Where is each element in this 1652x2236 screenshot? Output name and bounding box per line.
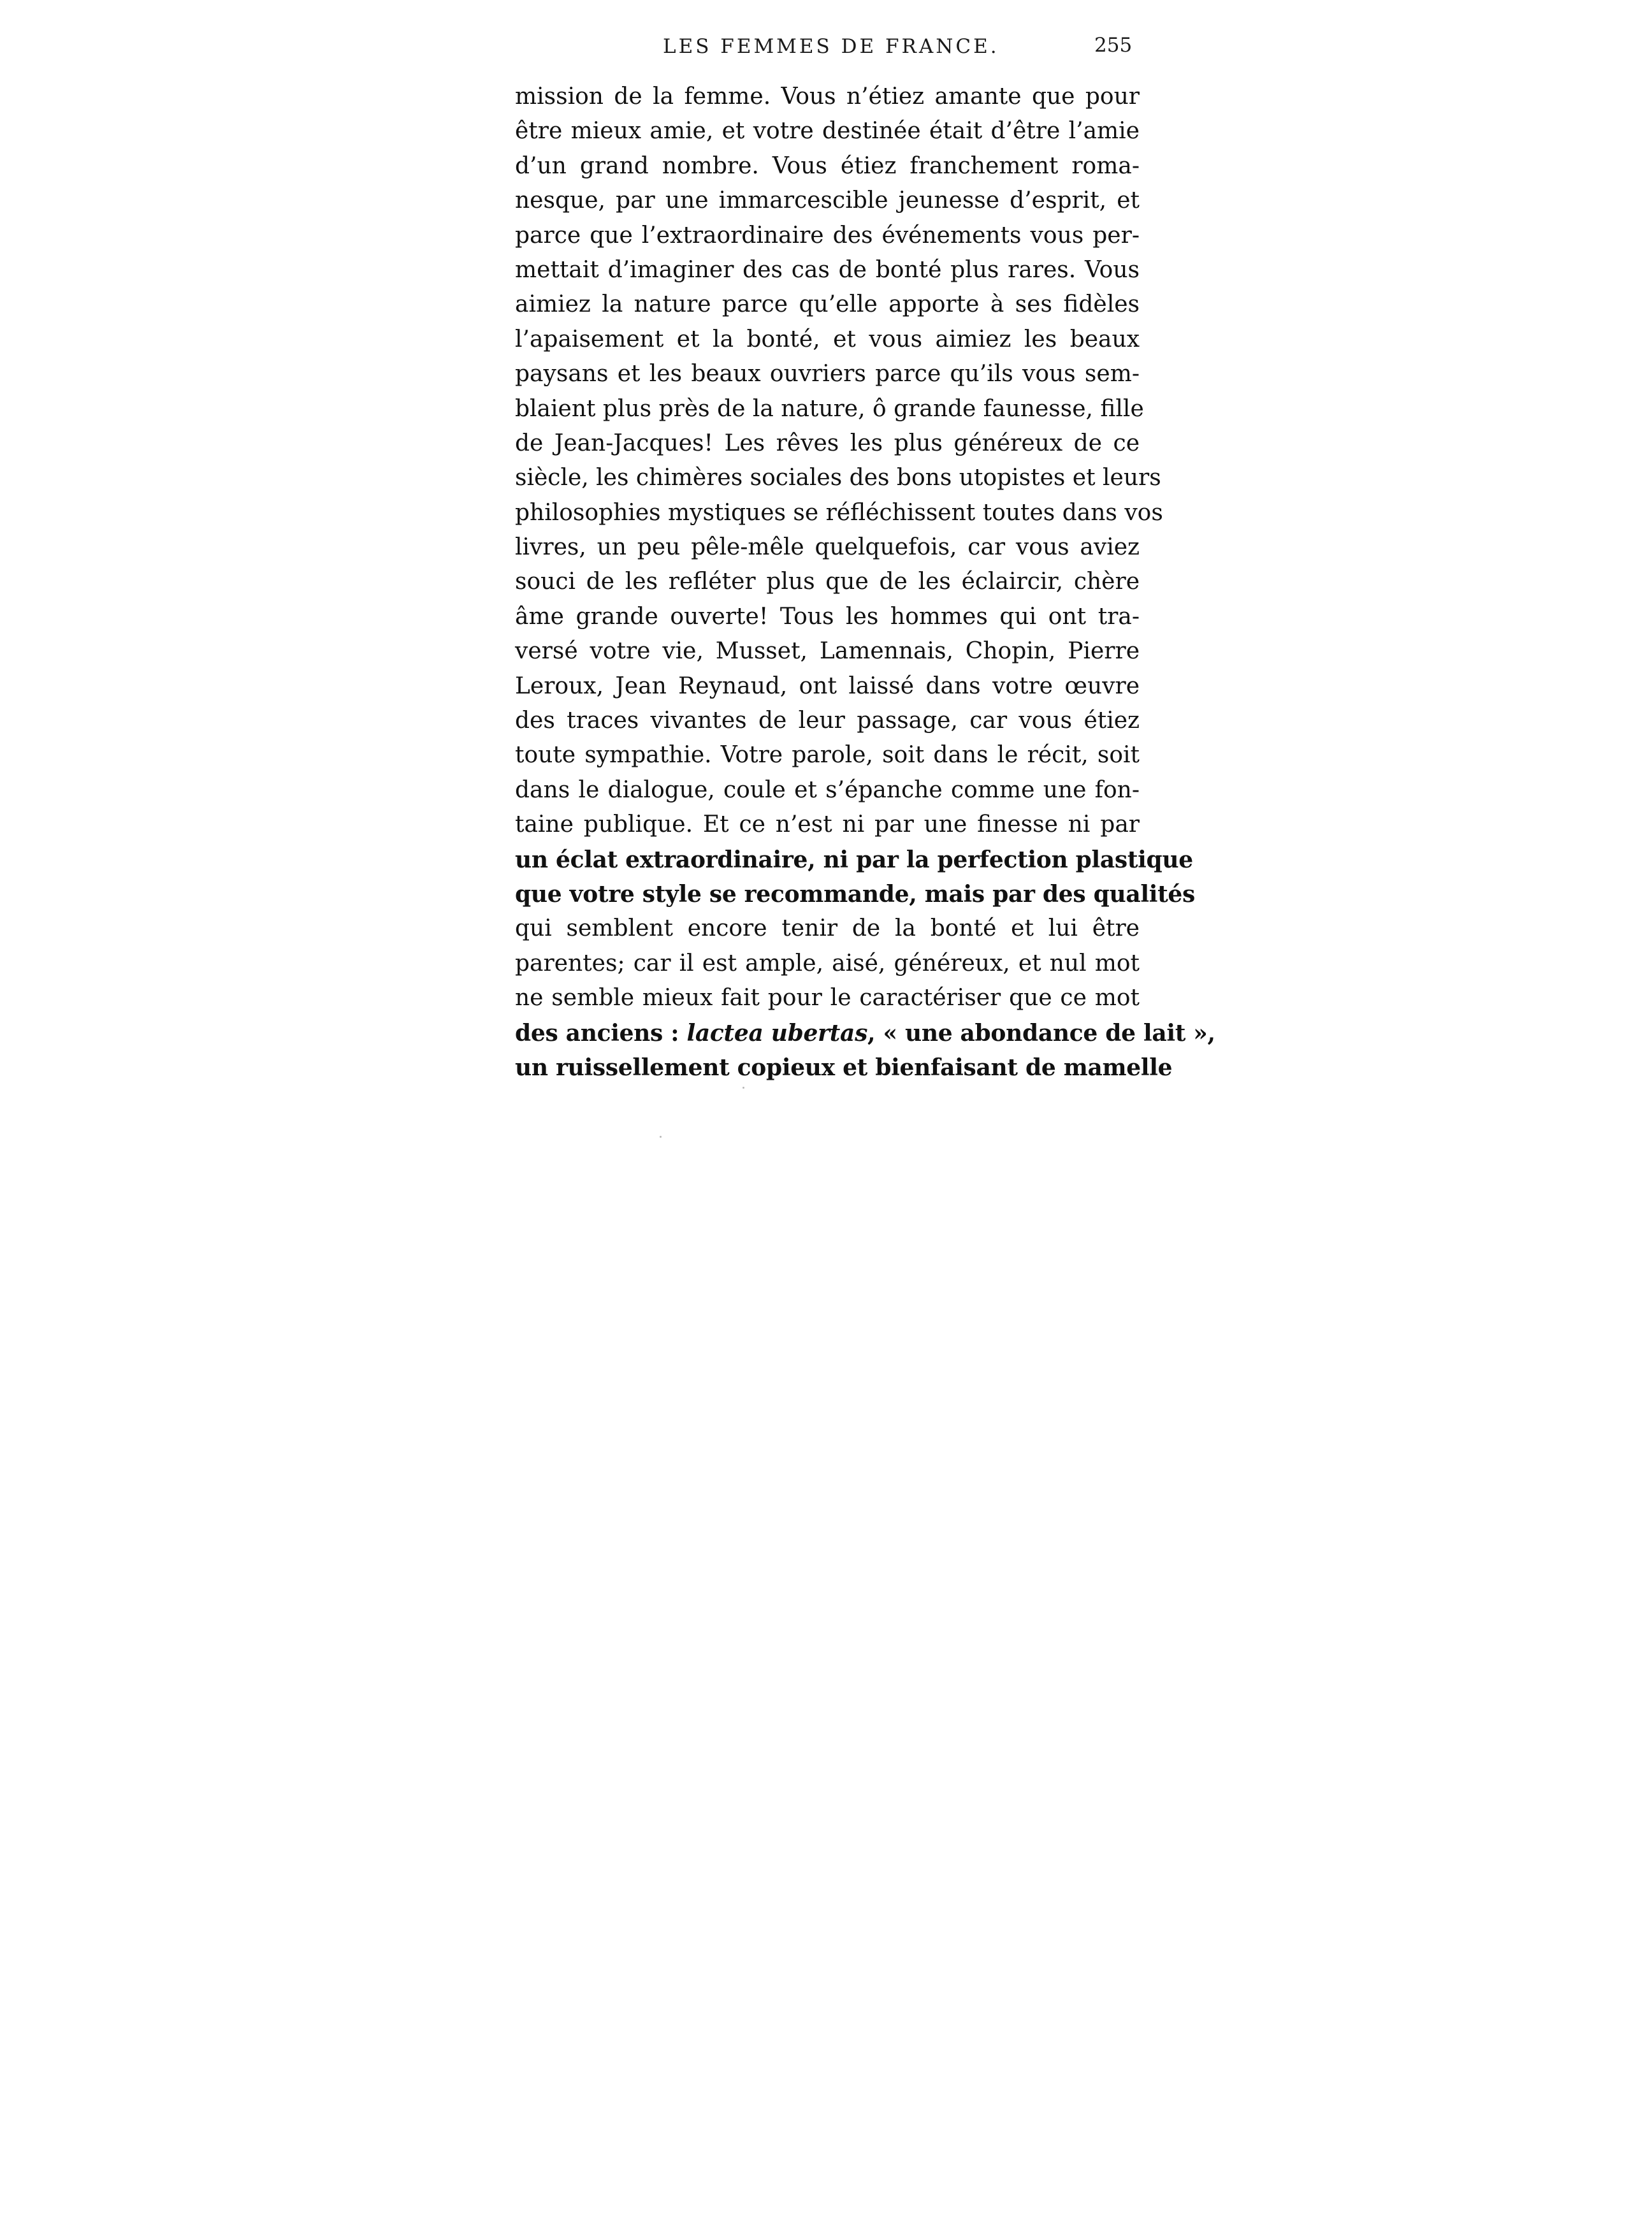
text-line: mission de la femme. Vous n’étiez amante que pour: [515, 83, 1140, 110]
scan-speck: [743, 1087, 744, 1089]
text-line: philosophies mystiques se réfléchissent toutes dans vos: [515, 499, 1163, 526]
text-line: versé votre vie, Musset, Lamennais, Chopin, Pierre: [515, 638, 1140, 665]
text-line: l’apaisement et la bonté, et vous aimiez les beaux: [515, 326, 1140, 352]
text-line: de Jean-Jacques! Les rêves les plus généreux de ce: [515, 430, 1140, 456]
running-title: LES FEMMES DE FRANCE.: [663, 35, 999, 58]
text-line: dans le dialogue, coule et s’épanche comme une fon-: [515, 776, 1140, 803]
line-28-end: , « une abondance de lait »,: [867, 1019, 1215, 1047]
latin-phrase: lactea ubertas: [686, 1019, 868, 1047]
text-line: parce que l’extraordinaire des événements vous per-: [515, 222, 1140, 249]
text-line: ne semble mieux fait pour le caractériser que ce mot: [515, 985, 1140, 1012]
body-text: [515, 80, 1215, 1085]
text-line: souci de les refléter plus que de les éclaircir, chère: [515, 569, 1140, 595]
text-line: toute sympathie. Votre parole, soit dans le récit, soit: [515, 742, 1140, 769]
text-line: que votre style se recommande, mais par des qualités: [515, 880, 1196, 908]
text-line: nesque, par une immarcescible jeunesse d’esprit, et: [515, 187, 1140, 214]
text-line: aimiez la nature parce qu’elle apporte à ses fidèles: [515, 291, 1140, 318]
text-line: taine publique. Et ce n’est ni par une finesse ni par: [515, 811, 1140, 838]
text-line: des traces vivantes de leur passage, car vous étiez: [515, 708, 1140, 734]
text-line: parentes; car il est ample, aisé, généreux, et nul mot: [515, 950, 1140, 976]
line-28-start: des anciens :: [515, 1019, 687, 1047]
text-line: livres, un peu pêle-mêle quelquefois, car vous aviez: [515, 534, 1140, 561]
text-line: siècle, les chimères sociales des bons utopistes et leurs: [515, 465, 1161, 491]
text-line-with-latin-quote: [515, 1016, 1215, 1050]
text-line: Leroux, Jean Reynaud, ont laissé dans votre œuvre: [515, 672, 1140, 699]
text-line: être mieux amie, et votre destinée était d’être l’amie: [515, 118, 1140, 145]
text-line: qui semblent encore tenir de la bonté et lui être: [515, 915, 1140, 942]
running-head: [0, 0, 1652, 70]
text-line: un ruissellement copieux et bienfaisant de mamelle: [515, 1054, 1173, 1081]
text-line: d’un grand nombre. Vous étiez franchement roma-: [515, 152, 1140, 179]
page-number: 255: [1094, 34, 1133, 57]
text-line: âme grande ouverte! Tous les hommes qui ont tra-: [515, 603, 1140, 630]
text-line: mettait d’imaginer des cas de bonté plus rares. Vous: [515, 256, 1140, 283]
text-line: blaient plus près de la nature, ô grande faunesse, fille: [515, 395, 1144, 422]
scan-speck: [660, 1136, 662, 1138]
text-line: paysans et les beaux ouvriers parce qu’ils vous sem-: [515, 361, 1140, 388]
text-line: un éclat extraordinaire, ni par la perfection plastique: [515, 846, 1193, 873]
